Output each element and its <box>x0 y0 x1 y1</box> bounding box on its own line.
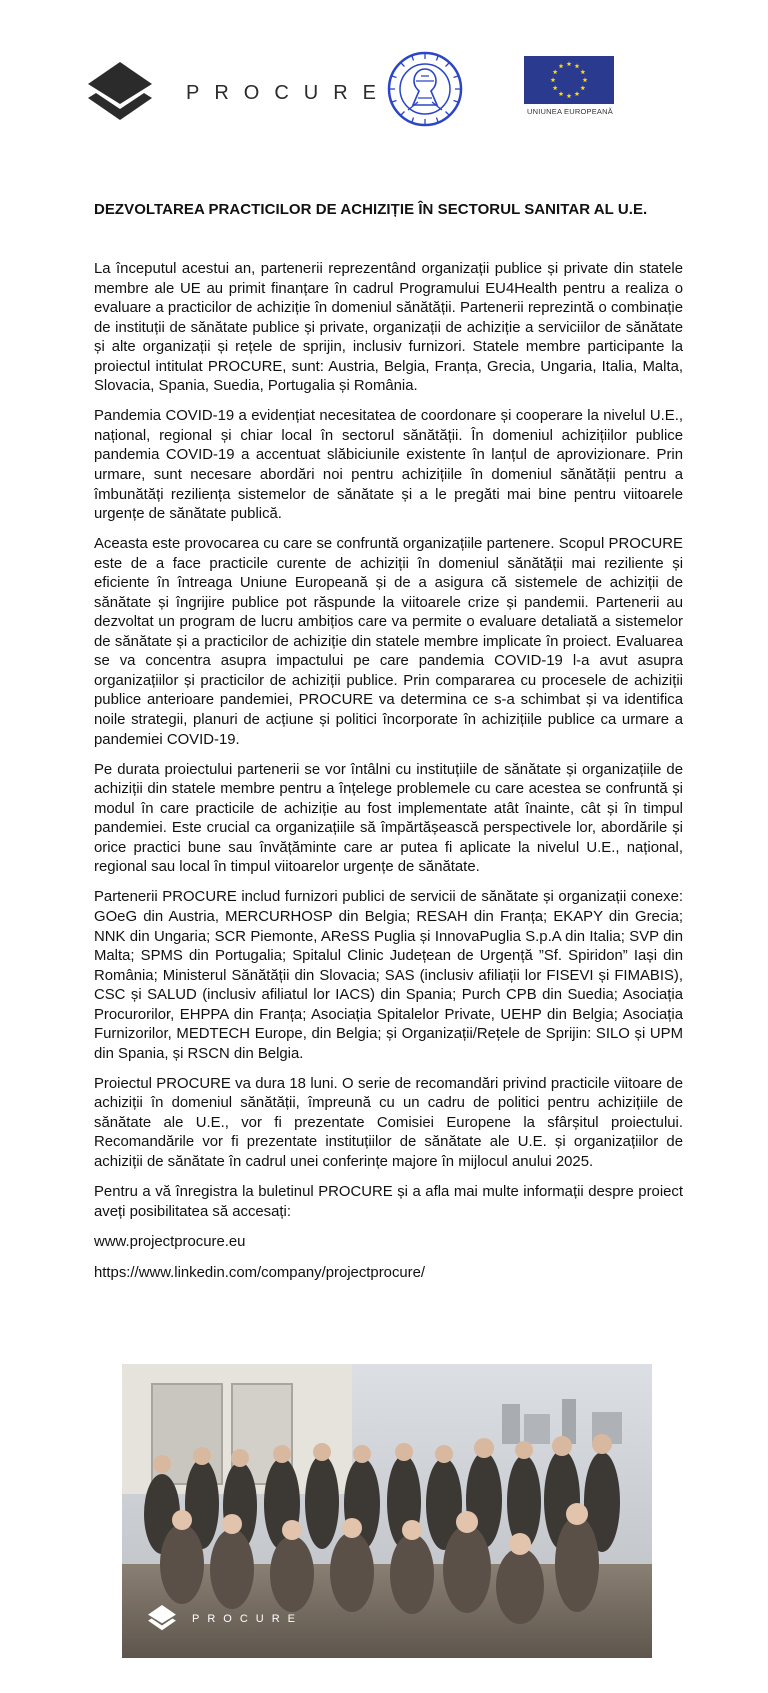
page-title: DEZVOLTAREA PRACTICILOR DE ACHIZIȚIE ÎN SECTORUL SANITAR AL U.E. <box>94 201 648 218</box>
group-photo <box>122 1364 652 1658</box>
eu-flag <box>524 56 614 104</box>
eu-star-icon <box>559 64 564 69</box>
website-link[interactable]: www.projectprocure.eu <box>94 1233 246 1250</box>
eu-stars-icon <box>524 56 614 104</box>
linkedin-link[interactable]: https://www.linkedin.com/company/projectprocure/ <box>94 1264 426 1281</box>
photo-procure-logo <box>148 1605 303 1632</box>
eu-star-icon <box>553 85 558 90</box>
paragraph: Pandemia COVID-19 a evidențiat necesitatea de coordonare și cooperare la nivelul U.E., național, regional și chiar local în sectorul sănătății. În domeniul achizițiilor publice pandemia COVID-19 a accentuat slăbiciunile existente în lanțul de aprovizionare. Prin urmare, sunt necesare abordări noi pentru achizițiile în domeniul sănătății pentru a îmbunătăți reziliența sistemelor de sănătate și a le pregăti mai bine pentru viitoarele urgențe de sănătate publică. <box>94 408 683 523</box>
procure-logo-text: PROCURE <box>186 81 392 104</box>
paragraph: Proiectul PROCURE va dura 18 luni. O serie de recomandări privind practicile viitoare de achiziții în domeniul sănătății, împreună cu un cadru de politici pentru achizițiile de sănătate ale U.E., vor fi prezentate Comisiei Europene la sfârșitul proiectului. Recomandările vor fi prezentate instituțiilor de sănătate ale U.E. și organizațiilor de achiziții de sănătate în cadrul unei conferințe majore în mijlocul anului 2025. <box>94 1075 683 1171</box>
paragraph: La începutul acestui an, partenerii reprezentând organizații publice și private din statele membre ale UE au primit finanțare în cadrul Programului EU4Health pentru a realiza o evaluare a practicilor de achiziție în domeniul sănătății. Partenerii reprezintă o combinație de instituții de sănătate publice și private, organizații de achiziție a serviciilor de sănătate și alte organizații și rețele de sprijin, inclusiv furnizori. Statele membre participante la proiectul intitulat PROCURE, sunt: Austria, Belgia, Franța, Grecia, Ungaria, Italia, Malta, Slovacia, Spania, Suedia, Portugalia și România. <box>94 261 683 395</box>
eu-star-icon <box>567 93 572 98</box>
eu-star-icon <box>575 64 580 69</box>
eu-star-icon <box>575 91 580 96</box>
photo-logo-text: PROCURE <box>192 1612 304 1625</box>
eu-star-icon <box>583 77 588 82</box>
eu-star-icon <box>559 91 564 96</box>
header-logos <box>88 48 628 136</box>
eu-star-icon <box>551 77 556 82</box>
paragraph: Pentru a vă înregistra la buletinul PROCURE și a afla mai multe informații despre proiect aveți posibilitatea să accesați: <box>94 1184 683 1220</box>
eu-caption: UNIUNEA EUROPEANĂ <box>527 107 613 116</box>
article-body <box>94 260 683 1295</box>
eu-star-icon <box>567 61 572 66</box>
paragraph: Pe durata proiectului partenerii se vor întâlni cu instituțiile de sănătate și organizațiile de achiziții din statele membre pentru a înțelege problemele cu care acestea se confruntă și modul în care practicile de achiziție au fost implementate atât înainte, cât și în timpul pandemiei. Este crucial ca organizațiile să împărtășească perspectivele lor, abordările și orice practici bune sau învățăminte care ar putea fi aplicate la nivelul U.E., național, regional sau local în timpul viitoarelor urgențe de sănătate. <box>94 761 683 876</box>
hospital-seal-logo <box>386 50 464 133</box>
eu-star-icon <box>580 85 585 90</box>
paragraph: Partenerii PROCURE includ furnizori publici de servicii de sănătate și organizații conexe: GOeG din Austria, MERCURHOSP din Belgia; RESAH din Franța; EKAPY din Grecia; NNK din Ungaria; SCR Piemonte, AReSS Puglia și InnovaPuglia S.p.A din Italia; SVP din Malta; SPMS din Portugalia; Spitalul Clinic Județean de Urgență ”Sf. Spiridon” Iași din România; Ministerul Sănătății din Slovacia; SAS (inclusiv afiliații lor FISEVI și FIMABIS), CSC și SALUD (inclusiv afiliatul lor IACS) din Spania; Purch CPB din Suedia; Asociația Procurorilor, EHPPA din Franța; Asociația Spitalelor Private, UEHP din Belgia; Asociația Furnizorilor, MEDTECH Europe, din Belgia; și Organizații/Rețele de Sprijin: SILO și UPM din Spania, și RSCN din Belgia. <box>94 889 683 1062</box>
paragraph: Aceasta este provocarea cu care se confruntă organizațiile partenere. Scopul PROCURE este de a face practicile curente de achiziții în domeniul sănătății mai reziliente și eficiente în întreaga Uniune Europeană și de a asigura că sistemele de achiziții de sănătate și îngrijire publice pot răspunde la viitoarele crize și pandemii. Partenerii au dezvoltat un program de lucru ambițios care va permite o evaluare detaliată a sistemelor de sănătate și a practicilor de achiziție din statele membre implicate în proiect. Evaluarea se va concentra asupra impactului pe care pandemia COVID-19 l-a avut asupra organizațiilor și practicilor de achiziții publice. Prin compararea cu procesele de achiziții publice anterioare pandemiei, PROCURE va determina ce s-a schimbat și va identifica noile strategii, planuri de acțiune și politici încorporate în achizițiile publice ca urmare a pandemiei COVID-19. <box>94 536 683 748</box>
eu-star-icon <box>553 69 558 74</box>
procure-layers-icon <box>148 1605 176 1632</box>
procure-logo <box>88 62 391 124</box>
eu-logo <box>524 56 616 116</box>
eu-star-icon <box>580 69 585 74</box>
procure-layers-icon <box>88 62 152 124</box>
